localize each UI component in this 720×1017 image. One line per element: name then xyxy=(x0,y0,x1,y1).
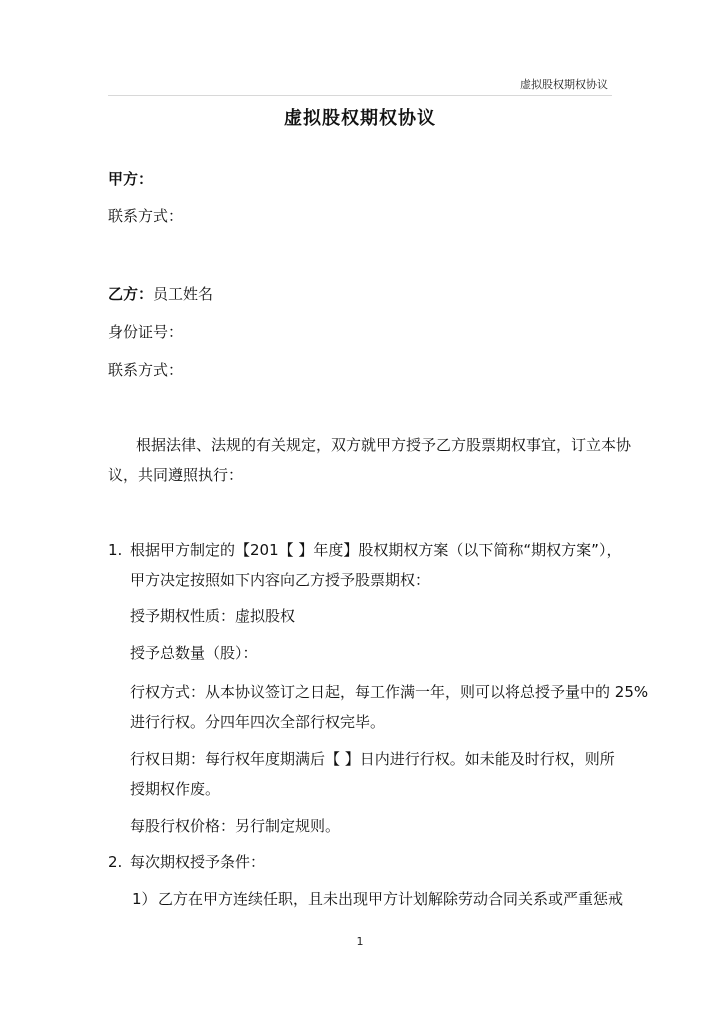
clause-2-number: 2. xyxy=(108,853,123,871)
exercise-method-line-1: 行权方式：从本协议签订之日起，每工作满一年，则可以将总授予量中的 25% xyxy=(130,683,649,701)
party-b-label: 乙方： xyxy=(108,285,154,303)
party-a-contact: 联系方式： xyxy=(108,207,184,225)
party-b-line xyxy=(108,283,213,304)
clause-2-line xyxy=(108,851,265,872)
exercise-method-line-2: 进行行权。分四年四次全部行权完毕。 xyxy=(130,713,386,731)
document-title: 虚拟股权期权协议 xyxy=(284,108,436,129)
page-number: 1 xyxy=(356,935,364,948)
exercise-price: 每股行权价格：另行制定规则。 xyxy=(130,817,341,835)
sub-item-1-text: 乙方在甲方连续任职，且未出现甲方计划解除劳动合同关系或严重惩戒 xyxy=(158,890,624,908)
clause-2-text: 每次期权授予条件： xyxy=(130,853,266,871)
header-divider xyxy=(108,95,612,96)
sub-item-1-number: 1） xyxy=(132,890,157,908)
exercise-date-line-1: 行权日期：每行权年度期满后【 】日内进行行权。如未能及时行权，则所 xyxy=(130,750,615,768)
preamble-line-1: 根据法律、法规的有关规定，双方就甲方授予乙方股票期权事宜，订立本协 xyxy=(136,436,632,454)
clause-1-line-1 xyxy=(108,539,621,560)
running-header: 虚拟股权期权协议 xyxy=(520,78,608,91)
clause-1-text: 根据甲方制定的【201【 】年度】股权期权方案（以下简称“期权方案”）， xyxy=(130,541,622,559)
preamble-line-2: 议，共同遵照执行： xyxy=(108,466,244,484)
clause-1-line-2: 甲方决定按照如下内容向乙方授予股票期权： xyxy=(130,571,431,589)
party-b-id-number: 身份证号： xyxy=(108,323,184,341)
grant-quantity: 授予总数量（股）： xyxy=(130,644,258,662)
party-b-contact: 联系方式： xyxy=(108,361,184,379)
grant-nature: 授予期权性质：虚拟股权 xyxy=(130,607,296,625)
party-a-label: 甲方： xyxy=(108,170,154,188)
exercise-date-line-2: 授期权作废。 xyxy=(130,780,221,798)
sub-item-1-line xyxy=(132,888,623,909)
clause-1-number: 1. xyxy=(108,541,123,559)
party-b-name: 员工姓名 xyxy=(153,285,214,303)
